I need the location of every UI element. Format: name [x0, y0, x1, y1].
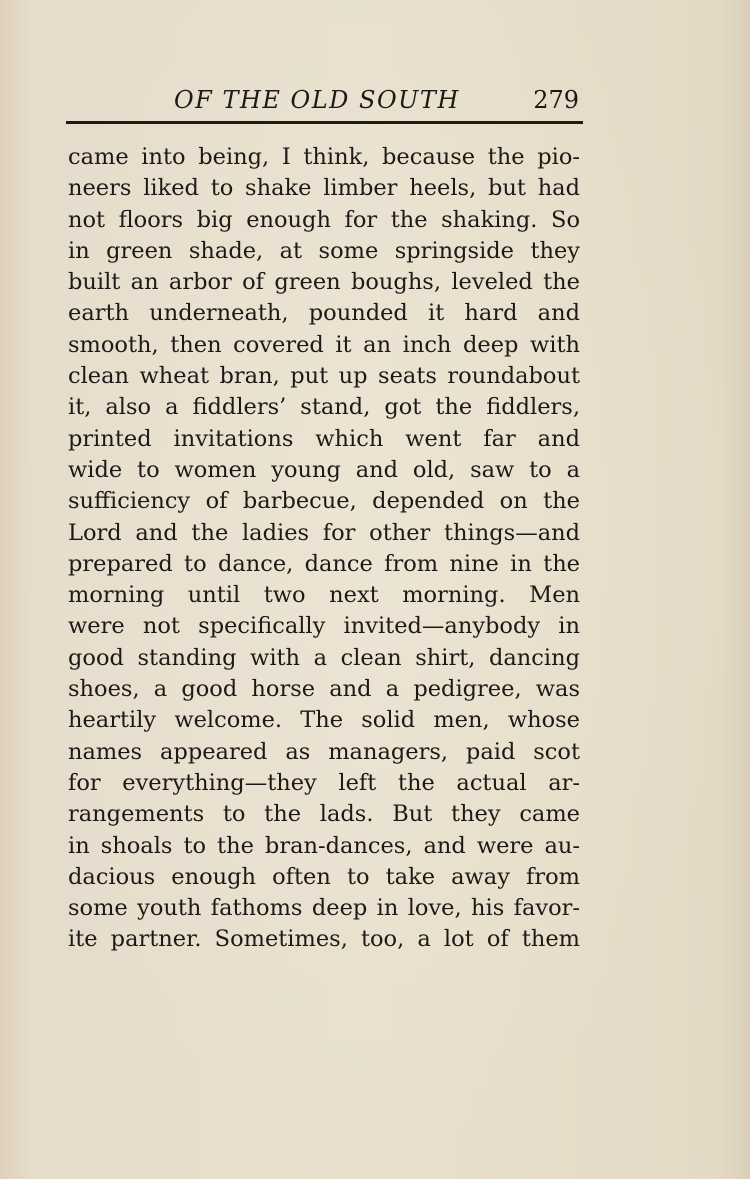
text-line: came into being, I think, because the pio-	[68, 144, 580, 170]
text-line: it, also a fiddlers’ stand, got the fiddlers,	[68, 394, 580, 421]
text-line: in green shade, at some springside they	[68, 237, 580, 264]
text-line: were not specifically invited—anybody in	[68, 613, 580, 640]
text-line: heartily welcome. The solid men, whose	[68, 707, 580, 734]
text-line: ite partner. Sometimes, too, a lot of them	[68, 926, 580, 953]
text-line: clean wheat bran, put up seats roundabout	[68, 363, 580, 390]
text-line: for everything—they left the actual ar-	[68, 769, 580, 796]
text-line: earth underneath, pounded it hard and	[68, 300, 580, 327]
text-line: rangements to the lads. But they came	[68, 801, 580, 828]
text-line: built an arbor of green boughs, leveled the	[68, 269, 580, 296]
text-line: in shoals to the bran-dances, and were au-	[68, 832, 580, 859]
text-line: wide to women young and old, saw to a	[68, 456, 580, 483]
text-line: sufficiency of barbecue, depended on the	[68, 488, 580, 515]
text-line: Lord and the ladies for other things—and	[68, 519, 580, 546]
text-line: prepared to dance, dance from nine in the	[68, 550, 580, 577]
text-line: not floors big enough for the shaking. So	[68, 206, 580, 233]
header-rule	[66, 121, 583, 124]
text-line: smooth, then covered it an inch deep with	[68, 331, 580, 358]
page-number: 279	[533, 86, 579, 114]
running-head-title: OF THE OLD SOUTH	[174, 86, 460, 114]
text-line: dacious enough often to take away from	[68, 863, 580, 890]
text-line: some youth fathoms deep in love, his favor-	[68, 895, 580, 922]
text-line: morning until two next morning. Men	[68, 582, 580, 609]
text-line: good standing with a clean shirt, dancing	[68, 644, 580, 671]
running-head	[66, 82, 582, 118]
text-line: neers liked to shake limber heels, but had	[68, 175, 580, 202]
body-text	[68, 142, 580, 956]
text-line: shoes, a good horse and a pedigree, was	[68, 676, 580, 703]
text-line: names appeared as managers, paid scot	[68, 738, 580, 765]
text-line: printed invitations which went far and	[68, 425, 580, 452]
